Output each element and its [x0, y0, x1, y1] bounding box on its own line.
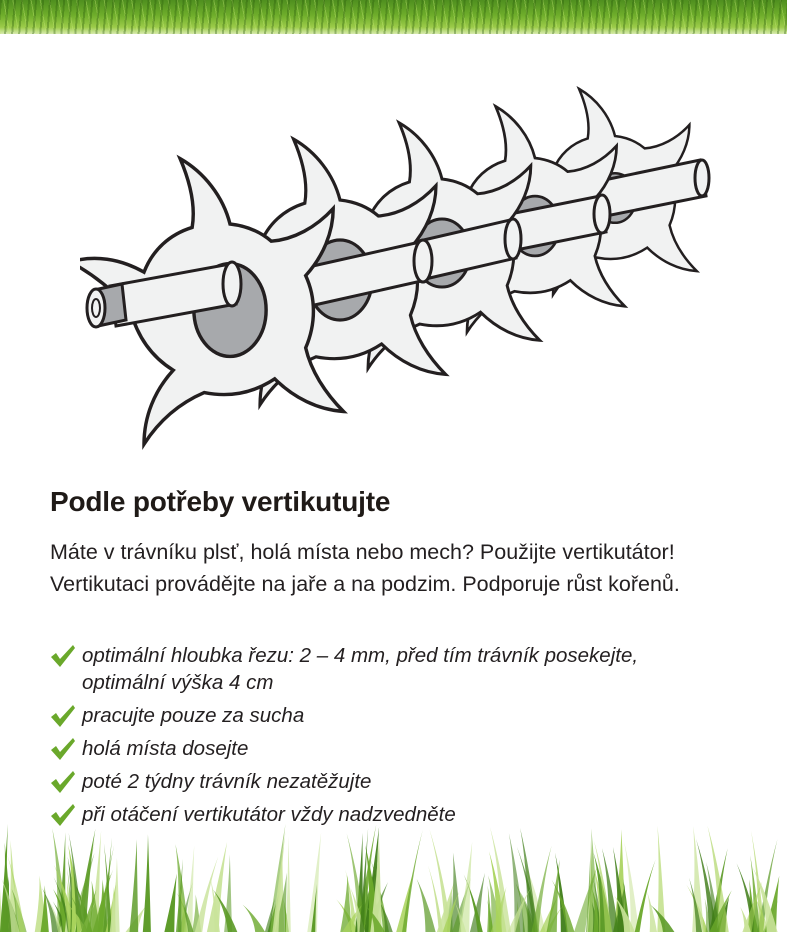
scarifier-roller-illustration: [80, 48, 720, 458]
grass-blade: [402, 830, 423, 932]
tip-text: optimální hloubka řezu: 2 – 4 mm, před tím trávník posekejte,: [82, 644, 639, 667]
grass-blade: [243, 905, 266, 932]
tip-item: [50, 702, 770, 729]
tip-text: optimální výška 4 cm: [82, 671, 274, 694]
tips-checklist: [50, 642, 770, 834]
grass-blade: [143, 834, 151, 932]
intro-text: [50, 536, 770, 600]
tip-item: [50, 735, 770, 762]
tip-item: [50, 768, 770, 795]
grass-blade: [164, 874, 176, 932]
section-heading: Podle potřeby vertikutujte: [50, 486, 391, 517]
grass-blades: [0, 824, 779, 932]
intro-line: Vertikutaci provádějte na jaře a na podzim. Podporuje růst kořenů.: [50, 572, 680, 596]
tip-item: [50, 642, 770, 696]
grass-blade: [417, 879, 436, 932]
checkmark-icon: [50, 737, 76, 761]
grass-blade: [647, 892, 657, 932]
checkmark-icon: [50, 770, 76, 794]
grass-header-strip: [0, 0, 787, 34]
tip-text: pracujte pouze za sucha: [82, 704, 305, 727]
grass-blade: [129, 839, 138, 932]
tip-text: holá místa dosejte: [82, 737, 249, 760]
grass-footer-illustration: [0, 820, 787, 932]
tip-text: při otáčení vertikutátor vždy nadzvedněte: [82, 803, 456, 826]
tip-text: poté 2 týdny trávník nezatěžujte: [82, 770, 372, 793]
checkmark-icon: [50, 704, 76, 728]
checkmark-icon: [50, 644, 76, 668]
intro-line: Máte v trávníku plsť, holá místa nebo mech? Použijte vertikutátor!: [50, 540, 675, 564]
